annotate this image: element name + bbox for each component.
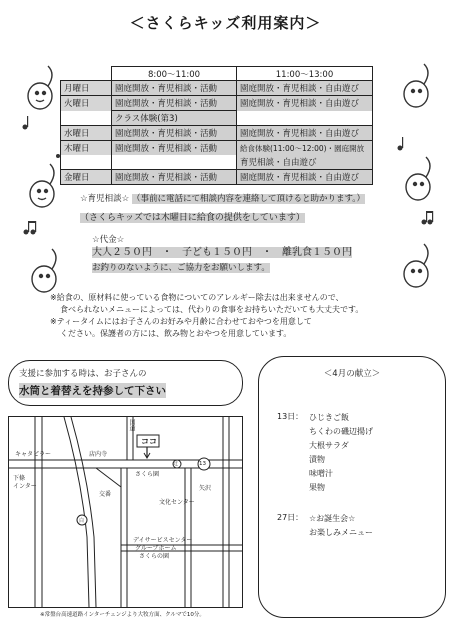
table-row xyxy=(61,96,373,111)
pm-cell: 給食体験(11:00～12:00)・園庭開放 xyxy=(237,141,373,156)
am-cell: 園庭開放・育児相談・活動 xyxy=(112,96,237,111)
menu-item: 味噌汁 xyxy=(309,469,333,478)
table-row xyxy=(61,111,373,126)
allergy-line: ※給食の、原材料に使っている食物についてのアレルギー除去は出来ませんので、 xyxy=(50,293,344,302)
map-route-number: 13 xyxy=(199,461,206,467)
map-label-kyatapira: キャタピラー xyxy=(15,451,52,458)
map-label-tsuji: 辻 xyxy=(173,461,179,467)
day-cell: 木曜日 xyxy=(61,141,112,156)
map-label-inter: インター xyxy=(13,483,37,490)
menu-item: 大根サラダ xyxy=(309,441,349,450)
fee-note: お釣りのないように、ご協力をお願いします。 xyxy=(92,263,270,273)
map-label-police: 交番 xyxy=(99,491,112,498)
table-row xyxy=(61,155,373,170)
menu-item: 漬物 xyxy=(309,455,325,464)
day-cell: 金曜日 xyxy=(61,170,112,185)
menu-day2: 27日： xyxy=(277,513,304,522)
allergy-line: 食べられないメニューによっては、代わりの食事をお持ちいただいても大丈夫です。 xyxy=(60,305,364,314)
table-row xyxy=(61,170,373,185)
fee-label: ☆代金☆ xyxy=(92,235,125,245)
am-cell: 園庭開放・育児相談・活動 xyxy=(112,126,237,141)
map-label-road: 国道 xyxy=(128,419,135,431)
menu-list2 xyxy=(309,512,373,540)
map-label-daycenter: デイサービスセンター xyxy=(133,537,193,544)
table-row xyxy=(61,141,373,156)
menu-item: 果物 xyxy=(309,483,325,492)
map-label-bunka: 文化センター xyxy=(159,499,195,506)
menu-item: お楽しみメニュー xyxy=(309,528,373,537)
allergy-notes xyxy=(50,292,445,340)
bring-line2: 水筒と着替えを持参して下さい xyxy=(19,385,166,397)
bring-notice-box xyxy=(8,360,243,406)
header-am: 8:00～11:00 xyxy=(112,67,237,81)
map-label-tenkai: 店内寺 xyxy=(89,451,108,458)
map-label-yazawa: 矢沢 xyxy=(199,485,212,492)
menu-item: ちくわの磯辺揚げ xyxy=(309,427,373,436)
table-row xyxy=(61,126,373,141)
bring-line1: 支援に参加する時は、お子さんの xyxy=(19,369,147,379)
pm-cell: 園庭開放・育児相談・自由遊び xyxy=(237,96,373,111)
menu-list1 xyxy=(309,411,373,495)
map-label-grouphome: グループホーム xyxy=(135,545,177,552)
map-label-shiro: 白 xyxy=(79,518,85,524)
header-pm: 11:00～13:00 xyxy=(237,67,373,81)
map-footnote: ※常盤台高速道路インターチェンジより大牧方面、クルマで10分。 xyxy=(40,612,205,618)
pm-cell: 育児相談・自由遊び xyxy=(237,155,373,170)
menu-item: ☆お誕生会☆ xyxy=(309,514,356,523)
map-label-sakura: さくらの園 xyxy=(139,553,170,560)
fee-prices: 大人２５０円 ・ 子ども１５０円 ・ 離乳食１５０円 xyxy=(92,247,352,258)
day-cell: 火曜日 xyxy=(61,96,112,111)
table-row xyxy=(61,81,373,96)
day-cell: 月曜日 xyxy=(61,81,112,96)
menu-box xyxy=(258,356,446,618)
lunch-notice: （さくらキッズでは木曜日に給食の提供をしています） xyxy=(80,213,305,223)
day-cell xyxy=(61,155,112,170)
map-label-en: さくら園 xyxy=(135,471,160,478)
corner-cell xyxy=(61,67,112,81)
access-map xyxy=(8,416,243,608)
pm-cell: 園庭開放・育児相談・自由遊び xyxy=(237,126,373,141)
map-label-here: ココ xyxy=(141,437,157,446)
menu-title: ＜4月の献立＞ xyxy=(323,369,381,379)
map-roads xyxy=(9,417,242,607)
menu-day1: 13日： xyxy=(277,412,304,421)
am-cell: 園庭開放・育児相談・活動 xyxy=(112,81,237,96)
map-label-shimojo: 下條 xyxy=(13,475,26,482)
am-cell: 園庭開放・育児相談・活動 xyxy=(112,170,237,185)
am-cell: 園庭開放・育児相談・活動 xyxy=(112,141,237,156)
music-note-decoration-right xyxy=(390,62,445,302)
pm-cell: 園庭開放・育児相談・自由遊び xyxy=(237,81,373,96)
allergy-line: ※ティータイムにはお子さんのお好みや月齢に合わせておやつを用意して xyxy=(50,317,312,326)
allergy-line: ください。保護者の方には、飲み物とおやつを用意しています。 xyxy=(60,329,292,338)
pm-cell: 園庭開放・育児相談・自由遊び xyxy=(237,170,373,185)
am-cell xyxy=(112,155,237,170)
day-cell xyxy=(61,111,112,126)
menu-item: ひじきご飯 xyxy=(309,413,349,422)
page-title: ＜さくらキッズ利用案内＞ xyxy=(129,14,322,32)
schedule-table xyxy=(60,66,373,185)
pm-cell xyxy=(237,111,373,126)
am-cell: クラス体験(第3) xyxy=(112,111,237,126)
consult-label: ☆育児相談☆ xyxy=(80,194,130,204)
consult-text: （事前に電話にて相談内容を連絡して頂けると助かります。） xyxy=(131,194,366,204)
day-cell: 水曜日 xyxy=(61,126,112,141)
